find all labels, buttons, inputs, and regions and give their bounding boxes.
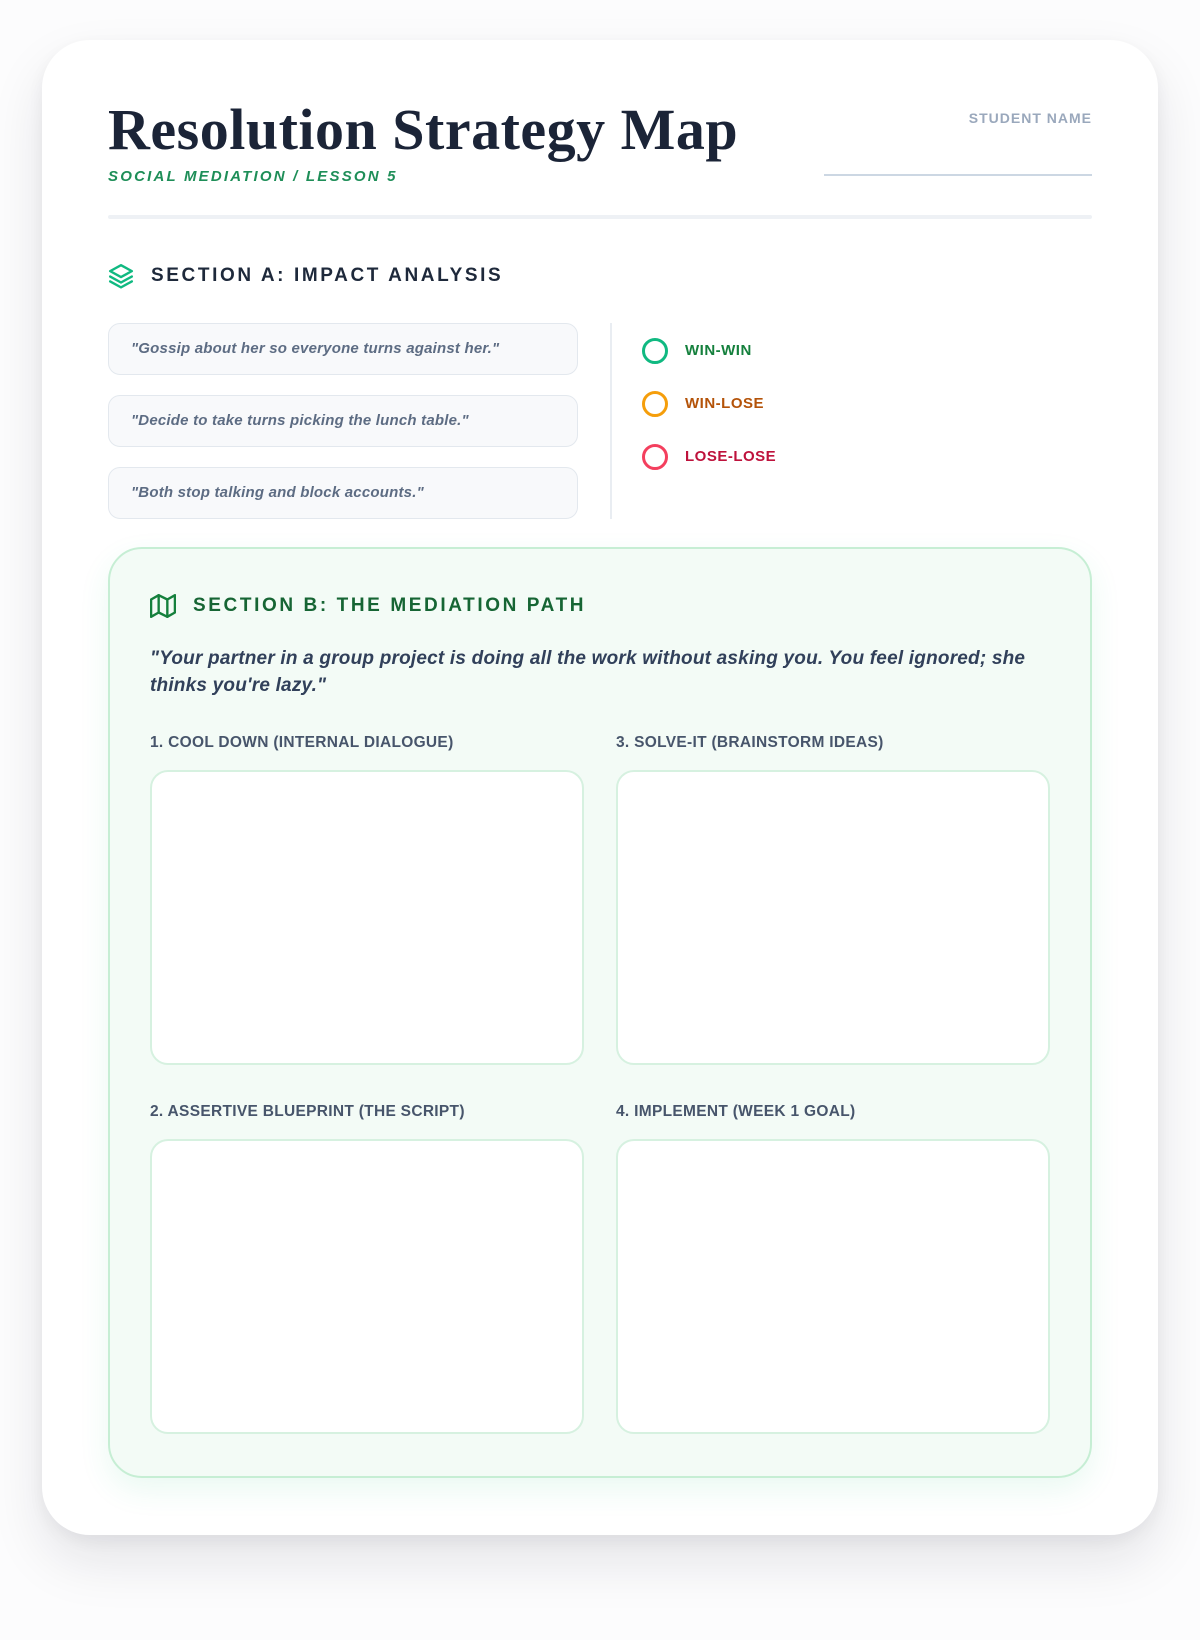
step-assertive-blueprint — [150, 1103, 584, 1434]
radio-circle-icon[interactable] — [642, 338, 668, 364]
step-cool-down — [150, 734, 584, 1065]
student-name-block — [824, 100, 1092, 176]
step-label: 4. IMPLEMENT (WEEK 1 GOAL) — [616, 1102, 856, 1120]
scenario-text: "Your partner in a group project is doing all the work without asking you. You feel ignored; she thinks you're lazy." — [150, 647, 1026, 697]
section-b-title: SECTION B: THE MEDIATION PATH — [193, 594, 587, 616]
section-a-header — [108, 263, 1092, 289]
step-label: 1. COOL DOWN (INTERNAL DIALOGUE) — [150, 733, 454, 751]
step-implement — [616, 1103, 1050, 1434]
option-label: WIN-WIN — [685, 342, 752, 360]
header-divider — [108, 215, 1092, 219]
impact-analysis — [108, 323, 1092, 519]
quote-list — [108, 323, 578, 519]
worksheet-card — [42, 40, 1158, 1535]
page-subtitle: SOCIAL MEDIATION / LESSON 5 — [108, 167, 398, 185]
step-writing-area[interactable] — [616, 770, 1050, 1065]
step-label: 3. SOLVE-IT (BRAINSTORM IDEAS) — [616, 733, 884, 751]
radio-circle-icon[interactable] — [642, 391, 668, 417]
section-a-title: SECTION A: IMPACT ANALYSIS — [151, 264, 504, 286]
map-icon — [150, 593, 176, 619]
step-writing-area[interactable] — [616, 1139, 1050, 1434]
step-label: 2. ASSERTIVE BLUEPRINT (THE SCRIPT) — [150, 1102, 465, 1120]
student-name-label: STUDENT NAME — [968, 110, 1092, 126]
outcome-options — [612, 323, 776, 519]
header — [108, 97, 1092, 185]
option-win-win — [642, 338, 776, 364]
option-label: LOSE-LOSE — [685, 448, 777, 466]
layers-icon — [108, 263, 134, 289]
section-b — [108, 547, 1092, 1478]
step-solve-it — [616, 734, 1050, 1065]
step-writing-area[interactable] — [150, 1139, 584, 1434]
quote-card[interactable]: "Gossip about her so everyone turns against her." — [108, 323, 578, 375]
title-block — [108, 97, 739, 185]
student-name-field[interactable] — [824, 174, 1092, 176]
radio-circle-icon[interactable] — [642, 444, 668, 470]
step-writing-area[interactable] — [150, 770, 584, 1065]
quote-card[interactable]: "Both stop talking and block accounts." — [108, 467, 578, 519]
section-a — [108, 263, 1092, 519]
mediation-steps-grid — [150, 734, 1050, 1434]
option-label: WIN-LOSE — [685, 395, 764, 413]
quote-card[interactable]: "Decide to take turns picking the lunch table." — [108, 395, 578, 447]
section-b-header — [150, 593, 1050, 619]
page-title: Resolution Strategy Map — [108, 97, 739, 162]
option-win-lose — [642, 391, 776, 417]
option-lose-lose — [642, 444, 776, 470]
